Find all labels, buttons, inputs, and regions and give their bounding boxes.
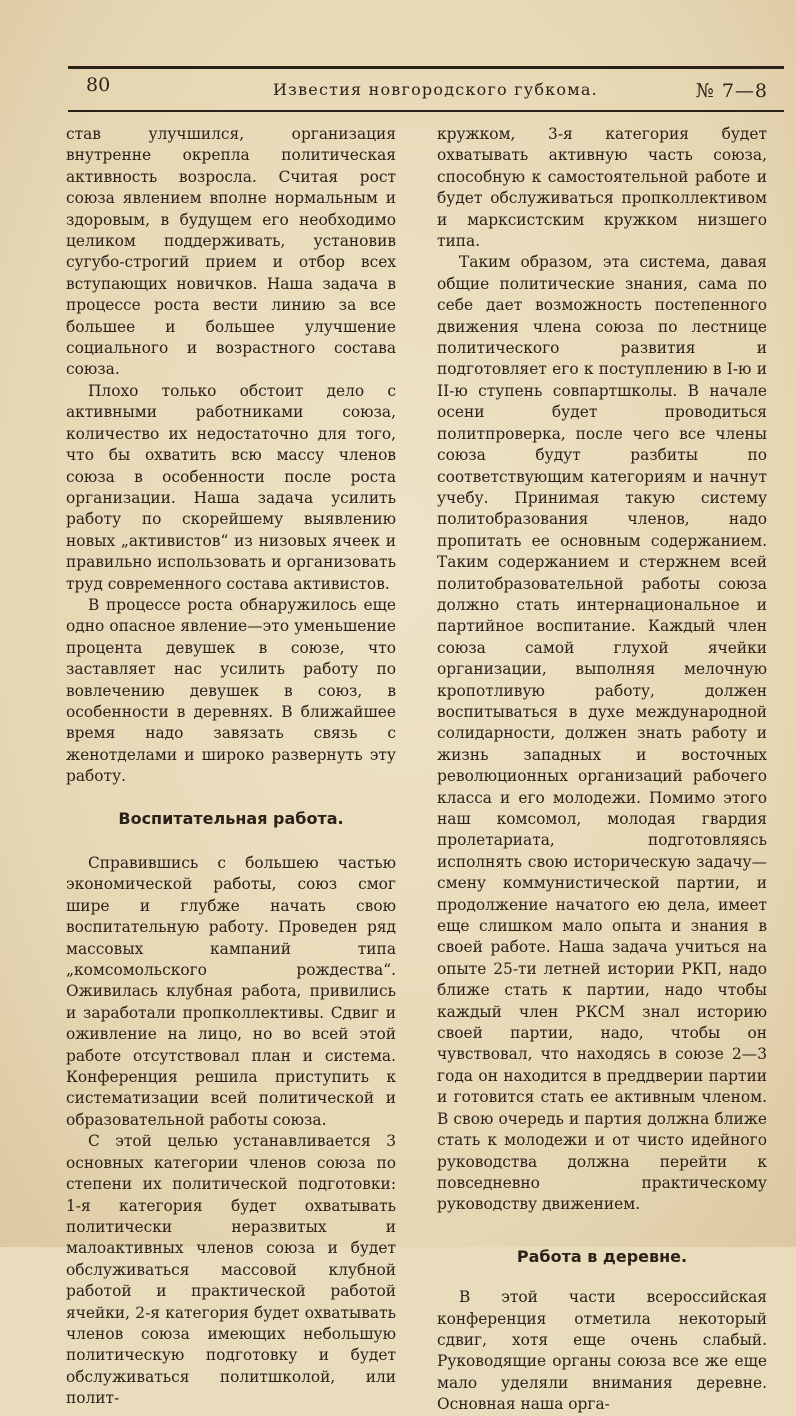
paragraph: кружком, 3-я категория будет охватывать активную часть союза, способную к самостоятельной работе и будет обслуживаться пропколлективом и марксистским кружком низшего типа.: [437, 125, 767, 251]
page-header: [68, 66, 784, 112]
left-column: [66, 124, 396, 1410]
paragraph: Справившись с большею частью экономической работы, союз смог шире и глубже начать свою воспитательную работу. Проведен ряд массовых кампаний типа „комсомольского рождества“. Оживилась клубная работа, привились и заработали пропколлективы. Сдвиг и оживление на лицо, но во всей этой работе отсутствовал план и система. Конференция решила приступить к систематизации всей политической и образовательной работы союза.: [66, 854, 396, 1129]
page-number: 80: [86, 74, 111, 96]
header-bottom-rule: [68, 110, 784, 112]
paragraph: В процессе роста обнаружилось еще одно опасное явление—это уменьшение процента девушек в союзе, что заставляет нас усилить работу по вовлечению девушек в союз, в особенности в деревнях. В ближайшее время надо завязать связь с женотделами и широко развернуть эту работу.: [66, 595, 396, 786]
paragraph: С этой целью устанавливается 3 основных категории членов союза по степени их политической подготовки: 1-я категория будет охватывать политически неразвитых и малоактивных членов союза и будет обслуживаться массовой клубной работой и практической работой ячейки, 2-я категория будет охватывать членов союза имеющих небольшую политическую подготовку и будет обслуживаться политшколой, или полит-: [66, 1132, 396, 1408]
journal-title: Известия новгородского губкома.: [273, 80, 598, 99]
right-column: [437, 124, 767, 1416]
paragraph: В этой части всероссийская конференция отметила некоторый сдвиг, хотя еще очень слабый. Руководящие органы союза все же еще мало уделяли внимания деревне. Основная наша орга-: [437, 1288, 767, 1414]
paragraph: став улучшился, организация внутренне окрепла политическая активность возросла. Считая рост союза явлением вполне нормальным и здоровым, в будущем его необходимо целиком поддерживать, установив сугубо-строгий прием и отбор всех вступающих новичков. Наша задача в процессе роста вести линию за все большее и большее улучшение социального и возрастного состава союза.: [66, 125, 396, 379]
section-heading-education: Воспитательная работа.: [118, 808, 344, 828]
paragraph: Плохо только обстоит дело с активными работниками союза, количество их недостаточно для того, что бы охватить всю массу членов союза в особенности после роста организации. Наша задача усилить работу по скорейшему выявлению новых „активистов“ из низовых ячеек и правильно использовать и организовать труд современного состава активистов.: [66, 381, 396, 593]
issue-number: № 7—8: [695, 80, 768, 102]
header-top-rule: [68, 66, 784, 69]
paragraph: Таким образом, эта система, давая общие политические знания, сама по себе дает возможность постепенного движения члена союза по лестнице политического развития и подготовляет его к поступлению в I-ю и II-ю ступень совпартшколы. В начале осени будет проводиться политпроверка, после чего все члены союза будут разбиты по соответствующим категориям и начнут учебу. Принимая такую систему политобразования членов, надо пропитать ее основным содержанием. Таким содержанием и стержнем всей политобразовательной работы союза должно стать интернациональное и партийное воспитание. Каждый член союза самой глухой ячейки организации, выполняя мелочную кропотливую работу, должен воспитываться в духе международной солидарности, должен знать работу и жизнь западных и восточных революционных организаций рабочего класса и его молодежи. Помимо этого наш комсомол, молодая гвардия пролетариата, подготовляясь исполнять свою историческую задачу—смену коммунистической партии, и продолжение начатого ею дела, имеет еще слишком мало опыта и знания в своей работе. Наша задача учиться на опыте 25-ти летней истории РКП, надо ближе стать к партии, надо чтобы каждый член РКСМ знал историю своей партии, надо, чтобы он чувствовал, что находясь в союзе 2—3 года он находится в преддверии партии и готовится стать ее активным членом. В свою очередь и партия должна ближе стать к молодежи и от чисто идейного руководства должна перейти к повседневно практическому руководству движением.: [437, 253, 767, 1214]
section-heading-village: Работа в деревне.: [516, 1246, 688, 1266]
